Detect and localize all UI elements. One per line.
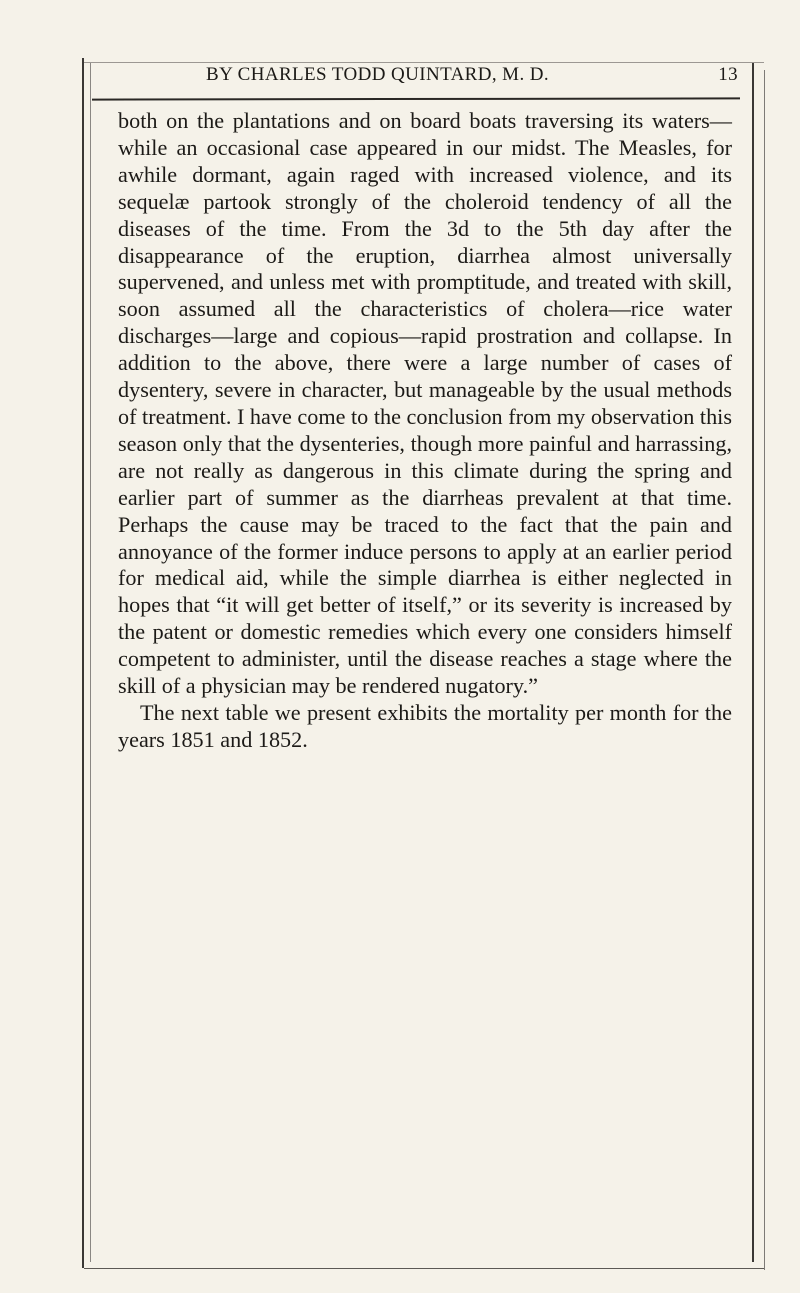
paragraph-1: both on the plantations and on board boats traversing its waters—while an occasional case appeared in our midst. The Measles, for awhile dormant, again raged with increased violence, and its sequelæ partook strongly of the choleroid tendency of all the diseases of the time. From the 3d to the 5th day after the disappearance of the eruption, diarrhea almost universally supervened, and unless met with promptitude, and treated with skill, soon assumed all the characteristics of cholera—rice water discharges—large and copious—rapid prostration and collapse. In addition to the above, there were a large number of cases of dysentery, severe in character, but manageable by the usual methods of treatment. I have come to the conclusion from my observation this season only that the dysenteries, though more painful and harrassing, are not really as dangerous in this climate during the spring and earlier part of summer as the diarrheas prevalent at that time. Perhaps the cause may be traced to the fact that the pain and annoyance of the former induce persons to apply at an earlier period for medical aid, while the simple diarrhea is either neglected in hopes that “it will get better of itself,” or its severity is increased by the patent or domestic remedies which every one considers himself competent to administer, until the disease reaches a stage where the skill of a physician may be rendered nugatory.”: [118, 108, 732, 699]
page-edge-right: [752, 62, 754, 1262]
page-edge-left-inner: [90, 62, 91, 1262]
page-edge-bottom: [84, 1268, 764, 1269]
page-edge-top: [84, 62, 764, 63]
page-number: 13: [718, 64, 738, 85]
page-edge-right-outer: [764, 70, 765, 1270]
header-rule: [92, 97, 740, 100]
running-head: BY CHARLES TODD QUINTARD, M. D.: [206, 64, 550, 85]
page-edge-left: [82, 58, 84, 1268]
body-text: [118, 108, 732, 754]
page-header: [118, 64, 738, 94]
paragraph-2: The next table we present exhibits the mortality per month for the years 1851 and 1852.: [118, 699, 732, 752]
